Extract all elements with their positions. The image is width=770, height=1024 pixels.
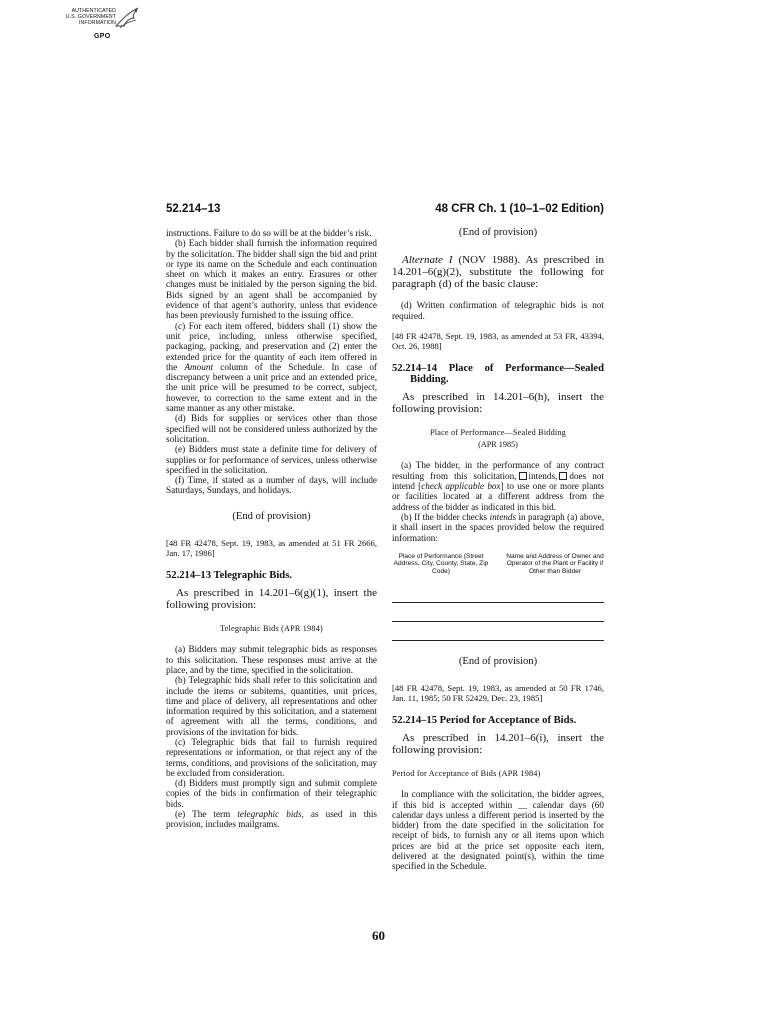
paragraph: (c) Telegraphic bids that fail to furnish required representations or information, or that reject any of the terms, conditions, and provisions of the solicitation, may be excluded from consideration. (166, 736, 377, 778)
text: (e) The term (175, 809, 238, 820)
paragraph: In compliance with the solicitation, the bidder agrees, if this bid is accepted within __ calendar days (60 calendar days unless a different period is inserted by the bidder) from the date specified in the solicitation for receipt of bids, to furnish any or all items upon which prices are bid at the price set opposite each item, delivered at the designated point(s), within the time specified in the Schedule. (392, 789, 604, 872)
paragraph: (d) Bidders must promptly sign and submit complete copies of the bids in confirmation of their telegraphic bids. (166, 778, 377, 809)
blank-entry-line (392, 602, 604, 603)
paragraph (166, 321, 377, 414)
paragraph (392, 460, 604, 511)
section-heading: 52.214–15 Period for Acceptance of Bids. (392, 714, 577, 726)
section-number: 52.214–13 (166, 203, 221, 215)
blank-entry-line (392, 621, 604, 622)
gpo-authentication-badge (30, 6, 142, 42)
provision-date: (APR 1985) (478, 440, 518, 450)
text: as used in this provision, includes mailgrams. (166, 809, 377, 830)
left-column (166, 228, 377, 830)
eagle-logo-icon (114, 6, 142, 32)
text: intends, (528, 470, 558, 481)
paragraph: (e) Bidders must state a definite time for delivery of supplies or for performance of services, unless otherwise specified in the solicitation. (166, 444, 377, 475)
citation: [48 FR 42478, Sept. 19, 1983, as amended at 51 FR 2666, Jan. 17, 1986] (166, 538, 377, 559)
performance-table (392, 553, 604, 576)
paragraph: (b) Each bidder shall furnish the information required by the solicitation. The bidder shall sign the bid and print or type its name on the Schedule and each continuation sheet on which it makes an entry. Erasures or other changes must be initialed by the person signing the bid. Bids signed by an agent shall be accompanied by evidence of that agent’s authority, unless that evidence has been previously furnished to the issuing office. (166, 238, 377, 321)
italic-term: check applicable box (421, 481, 501, 492)
checkbox-icon (559, 472, 567, 480)
italic-term: intends (489, 511, 517, 522)
alternate-label: Alternate I (402, 254, 453, 267)
blank-entry-line (392, 640, 604, 641)
right-column (392, 228, 604, 872)
paragraph: (f) Time, if stated as a number of days, will include Saturdays, Sundays, and holidays. (166, 475, 377, 496)
text: (a) The bidder, in the performance of any contract resulting from this solicitation, (392, 460, 604, 481)
paragraph: (d) Written confirmation of telegraphic bids is not required. (392, 300, 604, 321)
badge-line-1: AUTHENTICATED (71, 8, 116, 14)
citation: [48 FR 42478, Sept. 19, 1983, as amended at 50 FR 1746, Jan. 11, 1985; 50 FR 52429, Dec. 23, 1985] (392, 682, 604, 703)
italic-term: telegraphic bids, (237, 809, 304, 820)
page-number: 60 (372, 928, 385, 943)
end-of-provision: (End of provision) (458, 655, 538, 667)
italic-term: Amount (184, 361, 214, 372)
prescription-text: As prescribed in 14.201–6(i), insert the following provision: (392, 731, 604, 756)
paragraph: (a) Bidders may submit telegraphic bids as responses to this solicitation. These responses must arrive at the place, and by the time, specified in the solicitation. (166, 644, 377, 675)
table-header-place: Place of Performance (Street Address, City, County, State, Zip Code) (393, 552, 489, 576)
paragraph: (b) Telegraphic bids shall refer to this solicitation and include the items or subitems, quantities, unit prices, time and place of delivery, all representations and other information required by this solicitation, and a statement of agreement with all the terms, conditions, and provisions of the invitation for bids. (166, 675, 377, 737)
provision-title: Telegraphic Bids (APR 1984) (220, 624, 323, 634)
paragraph (166, 809, 377, 830)
gpo-label: GPO (94, 33, 111, 40)
provision-title: Place of Performance—Sealed Bidding (430, 427, 566, 437)
prescription-text: As prescribed in 14.201–6(g)(1), insert the following provision: (166, 587, 377, 612)
provision-title: Period for Acceptance of Bids (APR 1984) (392, 768, 541, 778)
checkbox-icon (519, 472, 527, 480)
cfr-edition: 48 CFR Ch. 1 (10–1–02 Edition) (435, 203, 604, 215)
paragraph (392, 512, 604, 543)
paragraph: (d) Bids for supplies or services other than those specified will not be considered unless authorized by the solicitation. (166, 413, 377, 444)
section-heading: 52.214–13 Telegraphic Bids. (166, 570, 292, 582)
end-of-provision: (End of provision) (458, 227, 538, 238)
section-heading: 52.214–14 Place of Performance—Sealed Bidding. (392, 362, 604, 385)
badge-line-2: U.S. GOVERNMENT (65, 14, 116, 20)
text: (c) For each item offered, bidders shall (1) show the unit price, including, unless otherwise specified, packaging, packing, and preservation and (2) enter the extended price for the quantity of each item offered in the (166, 320, 377, 372)
badge-line-3: INFORMATION (78, 20, 116, 26)
citation: [48 FR 42478, Sept. 19, 1983, as amended at 53 FR, 43394, Oct. 26, 1988] (392, 330, 604, 351)
text: (NOV 1988). As prescribed in 14.201–6(g)(2), substitute the following for paragraph (d) of the basic clause: (392, 254, 604, 291)
prescription-text: As prescribed in 14.201–6(h), insert the following provision: (392, 390, 604, 415)
text: in paragraph (a) above, it shall insert in the spaces provided below the required information: (392, 511, 604, 543)
text: ] to use one or more plants or facilities located at a different address from the address of the bidder as indicated in this bid. (392, 481, 604, 512)
text: (b) If the bidder checks (401, 511, 490, 522)
alternate-text (392, 254, 604, 290)
running-head (166, 203, 604, 219)
text: does not intend [ (392, 470, 604, 492)
table-header-owner: Name and Address of Owner and Operator of the Plant or Facility if Other than Bidder (506, 552, 604, 576)
paragraph: instructions. Failure to do so will be at the bidder’s risk. (166, 228, 372, 238)
authenticated-text (30, 8, 116, 26)
end-of-provision: (End of provision) (232, 510, 311, 522)
text: column of the Schedule. In case of discrepancy between a unit price and an extended price, the unit price will be presumed to be correct, subject, however, to correction to the same extent and in the same manner as any other mistake. (166, 361, 377, 414)
